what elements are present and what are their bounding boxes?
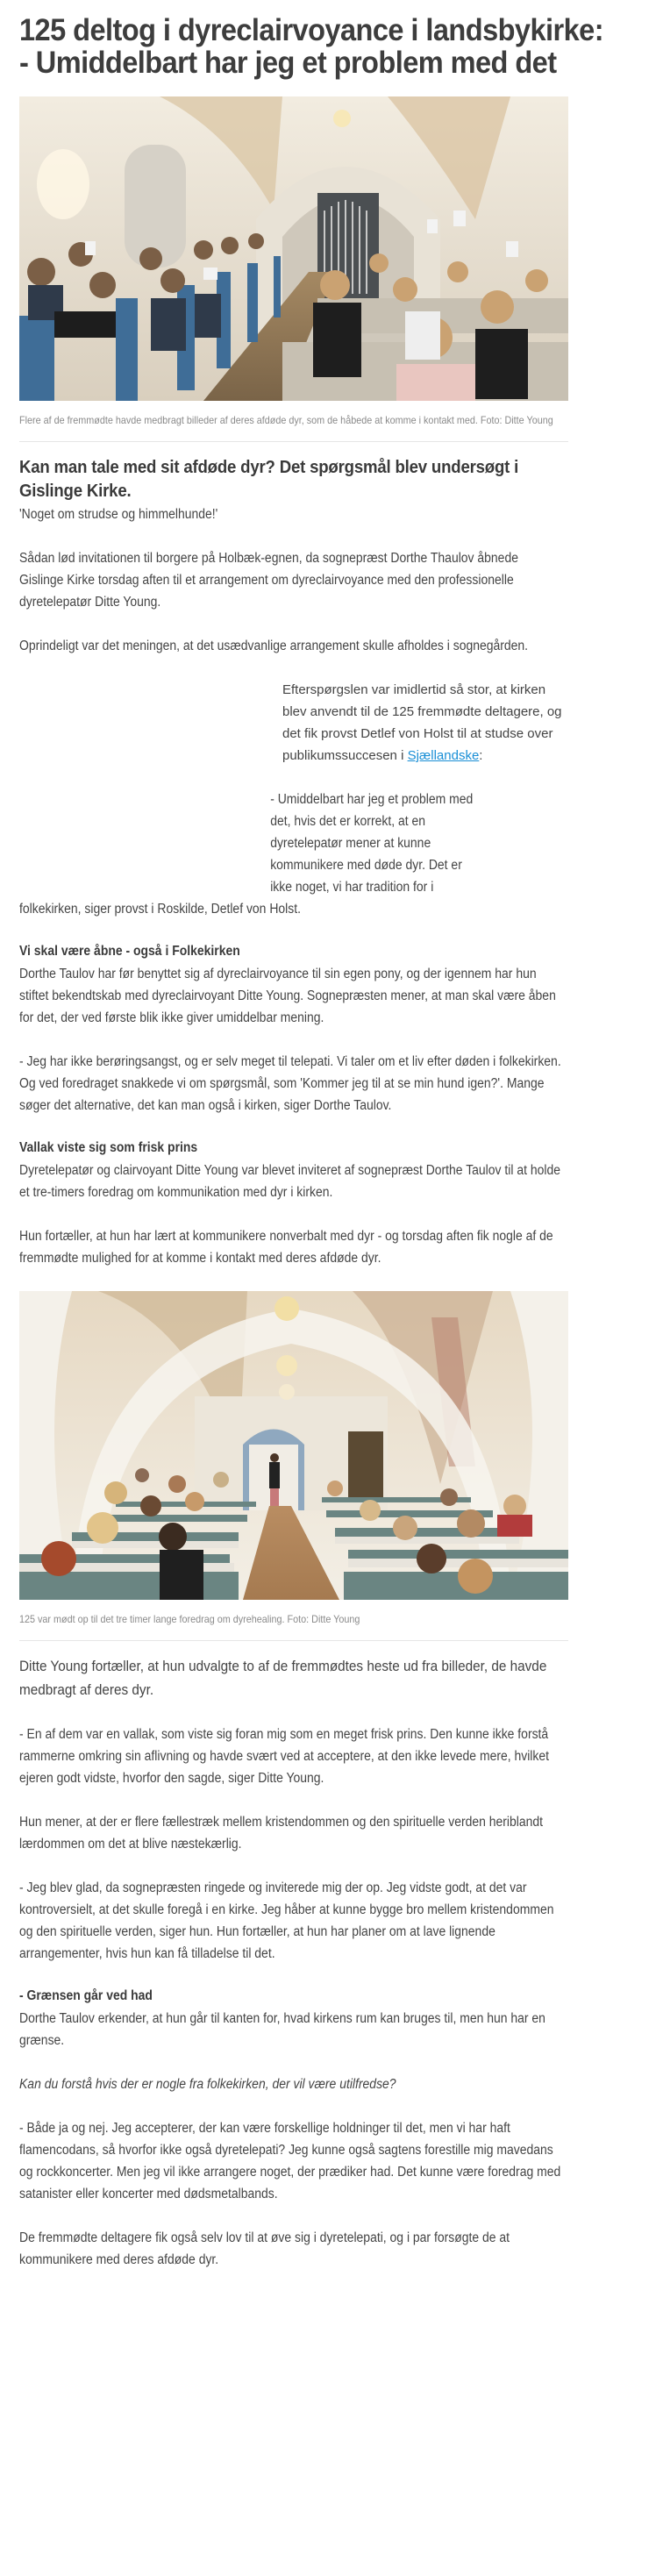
subheading: Vi skal være åbne - også i Folkekirken: [19, 944, 240, 959]
quote-provst: [19, 788, 568, 920]
paragraph: Ditte Young fortæller, at hun udvalgte to af de fremmødtes heste ud fra billeder, de havde medbragt af deres dyr.: [19, 1658, 547, 1698]
photo-church-audience: [19, 96, 568, 401]
article-lead: Kan man tale med sit afdøde dyr? Det spørgsmål blev undersøgt i Gislinge Kirke.: [19, 458, 519, 501]
quote-line: kommunikere med døde dyr. Det er: [270, 858, 462, 873]
paragraph: Dorthe Taulov erkender, at hun går til kanten for, hvad kirkens rum kan bruges til, men hun har en grænse.: [19, 2011, 545, 2048]
quote-line: det, hvis det er korrekt, at en: [270, 814, 425, 829]
paragraph-text: Efterspørgslen var imidlertid så stor, at kirken blev anvendt til de 125 fremmødte deltagere, og det fik provst Detlef von Holst til at studse over publikumssuccesen i: [282, 682, 562, 763]
figure-audience-with-pictures: [19, 96, 568, 428]
subheading: Vallak viste sig som frisk prins: [19, 1140, 198, 1155]
caption-divider: [19, 1640, 568, 1641]
figure-church-lecture: [19, 1291, 568, 1627]
caption-divider: [19, 441, 568, 442]
quote-line: - Umiddelbart har jeg et problem med: [270, 792, 474, 807]
article-headline: 125 deltog i dyreclairvoyance i landsbykirke: - Umiddelbart har jeg et problem med det: [19, 13, 603, 80]
paragraph: Hun fortæller, at hun har lært at kommunikere nonverbalt med dyr - og torsdag aften fik nogle af de fremmødte mulighed for at komme i kontakt med deres afdøde dyr.: [19, 1229, 553, 1266]
quote-line: ikke noget, vi har tradition for i: [270, 880, 434, 895]
figure-caption: 125 var mødt op til det tre timer lange foredrag om dyrehealing. Foto: Ditte Young: [19, 1613, 360, 1625]
church-audience-image: [19, 96, 568, 401]
article: [19, 0, 603, 2271]
quote-tail: folkekirken, siger provst i Roskilde, Detlef von Holst.: [19, 902, 301, 917]
paragraph: - Jeg har ikke berøringsangst, og er selv meget til telepati. Vi taler om et liv efter døden i folkekirken. Og ved foredraget snakkede vi om spørgsmål, som 'Kommer jeg til at se min hund igen?'. Mange søger det alternative, det kan man også i kirken, siger Dorthe Taulov.: [19, 1054, 561, 1113]
paragraph: - Både ja og nej. Jeg accepterer, der kan være forskellige holdninger til det, men vi har haft flamencodans, så hvorfor ikke også dyretelepati? Jeg kunne også sagtens forestille mig mavedans og rockkoncerter. Men jeg vil ikke arrangere noget, der prædiker had. Det kunne være foredrag med satanister eller koncerter med dødsmetalbands.: [19, 2121, 561, 2201]
paragraph: De fremmødte deltagere fik også selv lov til at øve sig i dyretelepati, og i par forsøgte de at kommunikere med deres afdøde dyr.: [19, 2230, 510, 2267]
church-nave-image: [19, 1291, 568, 1600]
photo-church-nave: [19, 1291, 568, 1600]
paragraph-text: :: [479, 748, 483, 763]
paragraph: Sådan lød invitationen til borgere på Holbæk-egnen, da sognepræst Dorthe Thaulov åbnede Gislinge Kirke torsdag aften til et arrangement om dyreclairvoyance med den professionelle dyretelepatør Ditte Young.: [19, 551, 518, 610]
subheading: - Grænsen går ved had: [19, 1988, 153, 2003]
paragraph: - Jeg blev glad, da sognepræsten ringede og inviterede mig der op. Jeg vidste godt, at det var kontroversielt, at det skulle foregå i en kirke. Jeg håber at kunne bygge bro mellem kristendommen og den spirituelle verden, siger hun. Hun fortæller, at hun har planer om at lave lignende arrangementer, hvis hun kan få tilladelse til det.: [19, 1880, 554, 1961]
paragraph: Hun mener, at der er flere fællestræk mellem kristendommen og den spirituelle verden heriblandt lærdommen om det at blive næstekærlig.: [19, 1815, 544, 1852]
quote-line: dyretelepatør mener at kunne: [270, 836, 431, 851]
figure-caption: Flere af de fremmødte havde medbragt billeder af deres afdøde dyr, som de håbede at komme i kontakt med. Foto: Ditte Young: [19, 414, 553, 426]
interview-question: Kan du forstå hvis der er nogle fra folkekirken, der vil være utilfredse?: [19, 2077, 396, 2092]
paragraph: - En af dem var en vallak, som viste sig foran mig som en meget frisk prins. Den kunne ikke forstå rammerne omkring sin aflivning og havde svært ved at acceptere, at den ikke levede mere, hvilket ejeren godt vidste, hvorfor den sagde, siger Ditte Young.: [19, 1727, 550, 1786]
paragraph: 'Noget om strudse og himmelhunde!': [19, 507, 218, 522]
quote-lines: [19, 788, 554, 898]
paragraph: Dyretelepatør og clairvoyant Ditte Young var blevet inviteret af sognepræst Dorthe Taulov til at holde et tre-timers foredrag om kommunikation med dyr i kirken.: [19, 1163, 560, 1200]
paragraph: Oprindeligt var det meningen, at det usædvanlige arrangement skulle afholdes i sognegården.: [19, 639, 529, 653]
paragraph: Dorthe Taulov har før benyttet sig af dyreclairvoyance til sin egen pony, og der igennem har hun stiftet bekendtskab med dyreclairvoyant Ditte Young. Sognepræsten mener, at man skal være åben for det, der ved første blik ikke giver umiddelbar mening.: [19, 967, 556, 1025]
sjaellandske-link[interactable]: Sjællandske: [407, 748, 480, 763]
